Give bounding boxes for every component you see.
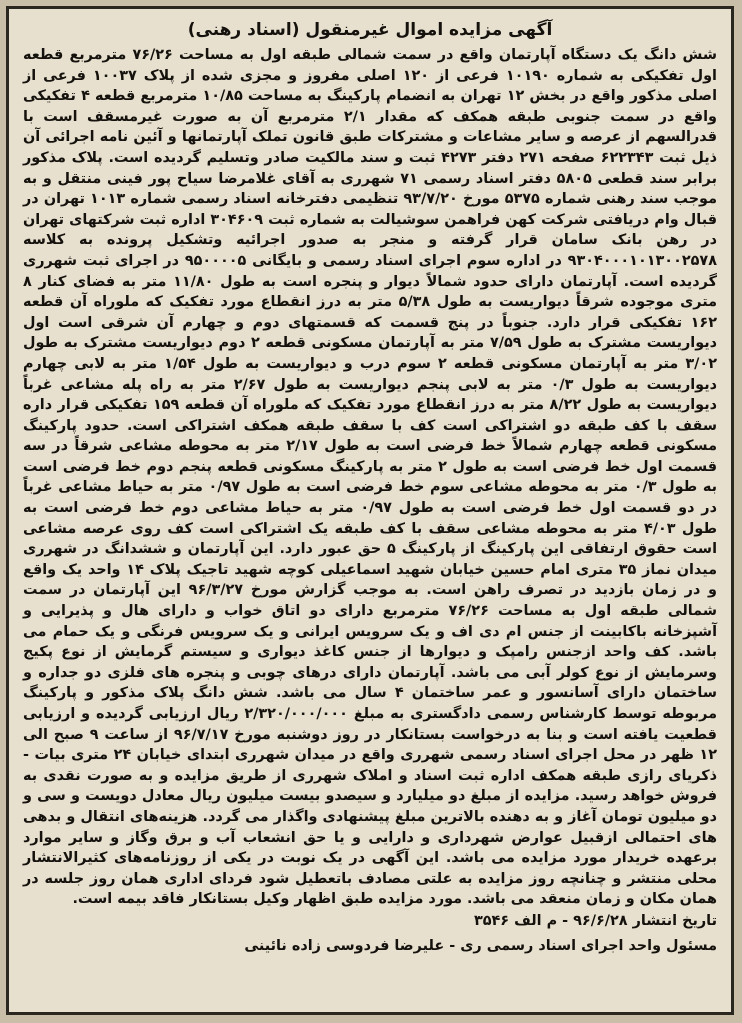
signature-line: مسئول واحد اجرای اسناد رسمی ری - علیرضا فردوسی زاده نائینی <box>244 937 717 954</box>
newspaper-notice <box>6 6 734 1015</box>
publish-date-line: تاریخ انتشار ۹۶/۶/۲۸ - م الف ۳۵۴۶ <box>473 912 717 929</box>
notice-body <box>23 45 717 910</box>
notice-title: آگهی مزایده اموال غیرمنقول (اسناد رهنی) <box>187 20 553 40</box>
notice-body-text: شش دانگ یک دستگاه آپارتمان واقع در سمت شمالی طبقه اول به مساحت ۷۶/۲۶ مترمربع قطعه اول تفکیکی به شماره ۱۰۱۹۰ فرعی از ۱۲۰ اصلی مفروز و مجزی شده از پلاک ۱۰۰۳۷ فرعی از اصلی مذکور واقع در بخش ۱۲ تهران به انضمام پارکینگ به مساحت ۱۰/۸۵ مترمربع قطعه ۴ تفکیکی واقع در سمت جنوبی طبقه همکف که مقدار ۲/۱ مترمربع آن به صورت غیرمسقف است با قدرالسهم از عرصه و سایر مشاعات و مشترکات طبق قانون تملک آپارتمانها و آئین نامه اجرائی آن ذیل ثبت ۶۲۲۳۴۳ صفحه ۲۷۱ دفتر ۴۲۷۳ ثبت و سند مالکیت صادر وتسلیم گردیده است. پلاک مذکور برابر سند قطعی ۵۸۰۵ دفتر اسناد رسمی ۷۱ شهرری به آقای غلامرضا سیاح پور فینی منتقل و به موجب سند رهنی شماره ۵۳۷۵ مورخ ۹۳/۷/۲۰ تنظیمی دفترخانه اسناد رسمی شماره ۱۰۱۳ تهران در قبال وام دریافتی شرکت کهن فراهمن سوشیالت به شماره ثبت ۳۰۴۶۰۹ اداره ثبت شرکتهای تهران در رهن بانک سامان قرار گرفته و منجر به صدور اجرائیه وتشکیل پرونده به کلاسه ۹۳۰۴۰۰۰۱۰۱۳۰۰۲۵۷۸ در اداره سوم اجرای اسناد رسمی و بایگانی ۹۵۰۰۰۰۵ در اجرای ثبت شهرری گردیده است. آپارتمان دارای حدود شمالاً دیوار و پنجره است به طول ۱۱/۸۰ متر به فضای کنار ۸ متری موجوده شرقاً دیواریست به طول ۵/۳۸ متر به درز انقطاع مورد تفکیک که ملوراه آن قطعه ۱۶۲ تفکیکی قرار دارد. جنوباً در پنج قسمت که قسمتهای دوم و چهارم آن شرقی است اول دیواریست مشترک به طول ۷/۵۹ متر به آپارتمان مسکونی قطعه ۲ دوم دیواریست مشترک به طول ۳/۰۲ متر به آپارتمان مسکونی قطعه ۲ سوم درب و دیواریست به طول ۱/۵۴ متر به لابی چهارم دیواریست به طول ۰/۳ متر به لابی پنجم دیواریست به طول ۲/۶۷ متر به راه پله مشاعی غرباً دیواریست به طول ۸/۲۲ متر به درز انقطاع مورد تفکیک که ملوراه آن قطعه ۱۵۹ تفکیکی قرار داره سقف با کف طبقه دو اشتراکی است کف با سقف طبقه همکف اشتراکی است. حدود پارکینگ مسکونی قطعه چهارم شمالاً خط فرضی است به طول ۲/۱۷ متر به محوطه مشاعی شرقاً در سه قسمت اول خط فرضی است به طول ۲ متر به پارکینگ مسکونی قطعه پنجم دوم خط فرضی است به طول ۰/۳ متر به محوطه مشاعی سوم خط فرضی است به طول ۰/۹۷ متر به حیاط مشاعی غرباً در دو قسمت اول خط فرضی است به طول ۰/۹۷ متر به حیاط مشاعی دوم خط فرضی است به طول ۴/۰۳ متر به محوطه مشاعی سقف با کف طبقه یک اشتراکی است کف روی عرصه مشاعی است حقوق ارتفاقی این پارکینگ از پارکینگ ۵ حق عبور دارد. این آپارتمان و ششدانگ در شهرری میدان نماز ۳۵ متری امام حسین خیابان شهید اسماعیلی کوچه شهید تاجیک پلاک ۱۴ واحد یک واقع و در زمان بازدید در تصرف راهن است. به موجب گزارش مورخ ۹۶/۳/۲۷ این آپارتمان در سمت شمالی طبقه اول به مساحت ۷۶/۲۶ مترمربع دارای دو اتاق خواب و دارای هال و پذیرایی و آشپزخانه باکابینت از جنس ام دی اف و یک سرویس ایرانی و یک سرویس فرنگی و یک حمام می باشد. کف واحد ازجنس رامپک و دیوارها از جنس کاغذ دیواری و سیستم گرمایش از نوع پکیج وسرمایش از نوع کولر آبی می باشد. آپارتمان دارای درهای چوبی و پنجره های فلزی دو جداره و ساختمان دارای آسانسور و عمر ساختمان ۴ سال می باشد. شش دانگ پلاک مذکور و پارکینگ مربوطه توسط کارشناس رسمی دادگستری به مبلغ ۲/۳۲۰/۰۰۰/۰۰۰ ریال ارزیابی گردیده و ارزیابی قطعیت یافته است و بنا به درخواست بستانکار در روز دوشنبه مورخ ۹۶/۷/۱۷ از ساعت ۹ صبح الی ۱۲ ظهر در محل اجرای اسناد رسمی شهرری واقع در میدان شهرری ابتدای خیابان ۲۴ متری بیات - ذکریای رازی طبقه همکف اداره ثبت اسناد و املاک شهرری از طریق مزایده و به صورت نقدی به فروش خواهد رسید. مزایده از مبلغ دو میلیارد و سیصدو بیست میلیون ریال معادل دویست و سی و دو میلیون تومان آغاز و به دهنده بالاترین مبلغ پیشنهادی واگذار می گردد. هزینه‌های انتقال و بدهی های احتمالی ازقبیل عوارض شهرداری و دارایی و یا حق انشعاب آب و برق وگاز و سایر موارد برعهده خریدار مورد مزایده می باشد. این آگهی در یک نوبت در یکی از روزنامه‌های کثیرالانتشار محلی منتشر و چنانچه روز مزایده به علتی مصادف باتعطیل شود فردای اداری همان روز جلسه در همان مکان و زمان منعقد می باشد. مورد مزایده طبق اظهار وکیل بستانکار فاقد بیمه است. <box>23 47 718 908</box>
